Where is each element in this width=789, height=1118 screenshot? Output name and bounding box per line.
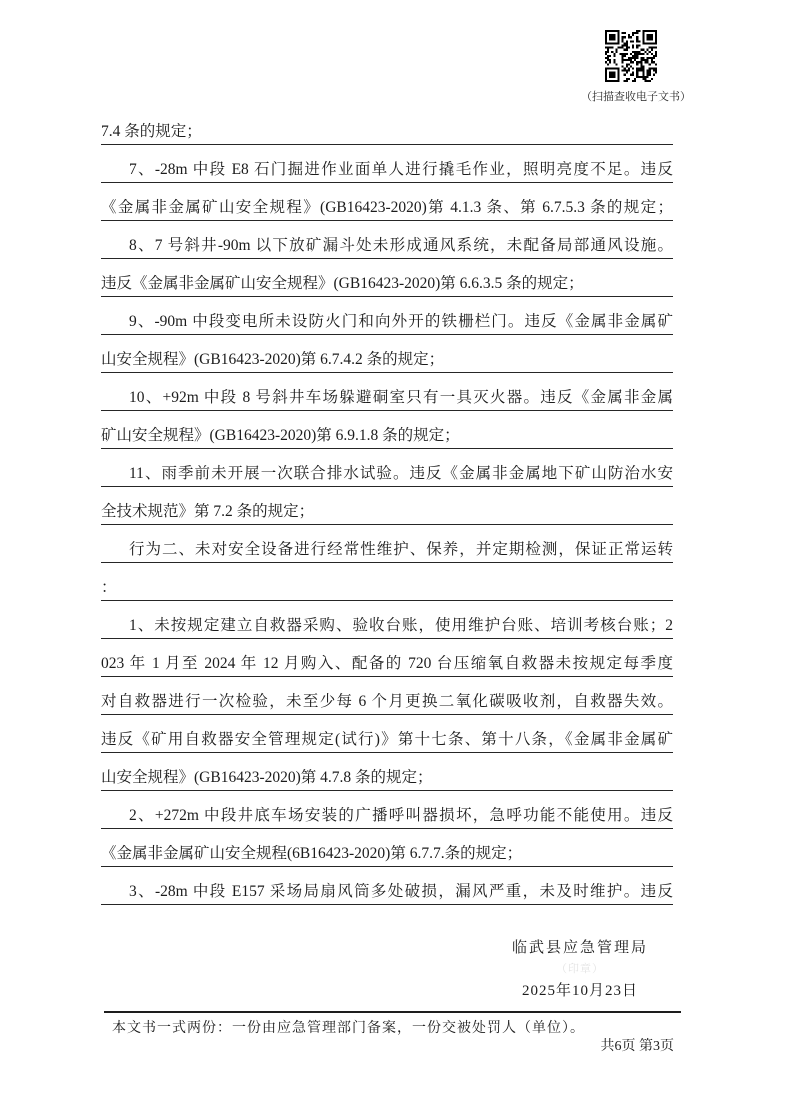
document-line: 7.4 条的规定； bbox=[101, 107, 673, 145]
document-line: 全技术规范》第 7.2 条的规定； bbox=[101, 487, 673, 525]
document-line: 7、-28m 中段 E8 石门掘进作业面单人进行撬毛作业，照明亮度不足。违反 bbox=[101, 145, 673, 183]
document-line: 山安全规程》(GB16423-2020)第 4.7.8 条的规定； bbox=[101, 753, 673, 791]
signature-block bbox=[450, 936, 710, 1000]
document-line: 违反《矿用自救器安全管理规定(试行)》第十七条、第十八条，《金属非金属矿 bbox=[101, 715, 673, 753]
document-body bbox=[101, 107, 673, 905]
document-line: 违反《金属非金属矿山安全规程》(GB16423-2020)第 6.6.3.5 条的规定； bbox=[101, 259, 673, 297]
document-line: 10、+92m 中段 8 号斜井车场躲避硐室只有一具灭火器。违反《金属非金属 bbox=[101, 373, 673, 411]
document-line: 11、雨季前未开展一次联合排水试验。违反《金属非金属地下矿山防治水安 bbox=[101, 449, 673, 487]
document-line: 2、+272m 中段井底车场安装的广播呼叫器损坏，急呼功能不能使用。违反 bbox=[101, 791, 673, 829]
document-line: 《金属非金属矿山安全规程(6B16423-2020)第 6.7.7.条的规定； bbox=[101, 829, 673, 867]
document-line: 023 年 1 月至 2024 年 12 月购入、配备的 720 台压缩氧自救器未按规定每季度 bbox=[101, 639, 673, 677]
qr-block bbox=[581, 30, 741, 104]
footer-divider bbox=[104, 1011, 681, 1013]
document-line: 8、7 号斜井-90m 以下放矿漏斗处未形成通风系统，未配备局部通风设施。 bbox=[101, 221, 673, 259]
seal-placeholder: （印章） bbox=[556, 963, 604, 975]
document-line: 山安全规程》(GB16423-2020)第 6.7.4.2 条的规定； bbox=[101, 335, 673, 373]
document-line: 3、-28m 中段 E157 采场局扇风筒多处破损，漏风严重，未及时维护。违反 bbox=[101, 867, 673, 905]
document-line: 1、未按规定建立自救器采购、验收台账，使用维护台账、培训考核台账；2 bbox=[101, 601, 673, 639]
document-line: 《金属非金属矿山安全规程》(GB16423-2020)第 4.1.3 条、第 6.7.5.3 条的规定； bbox=[101, 183, 673, 221]
issue-date: 2025年10月23日 bbox=[521, 983, 638, 999]
footer-note: 本文书一式两份：一份由应急管理部门备案，一份交被处罚人（单位）。 bbox=[112, 1021, 585, 1036]
document-line: 9、-90m 中段变电所未设防火门和向外开的铁栅栏门。违反《金属非金属矿 bbox=[101, 297, 673, 335]
document-line: 行为二、未对安全设备进行经常性维护、保养，并定期检测，保证正常运转 bbox=[101, 525, 673, 563]
issuing-agency: 临武县应急管理局 bbox=[511, 940, 648, 956]
document-line: 对自救器进行一次检验，未至少每 6 个月更换二氧化碳吸收剂，自救器失效。 bbox=[101, 677, 673, 715]
qr-caption: （扫描查收电子文书） bbox=[581, 91, 691, 103]
document-line: 矿山安全规程》(GB16423-2020)第 6.9.1.8 条的规定； bbox=[101, 411, 673, 449]
document-line: ： bbox=[101, 563, 673, 601]
page-number: 共6页 第3页 bbox=[600, 1039, 674, 1054]
qr-code-icon bbox=[605, 30, 657, 82]
